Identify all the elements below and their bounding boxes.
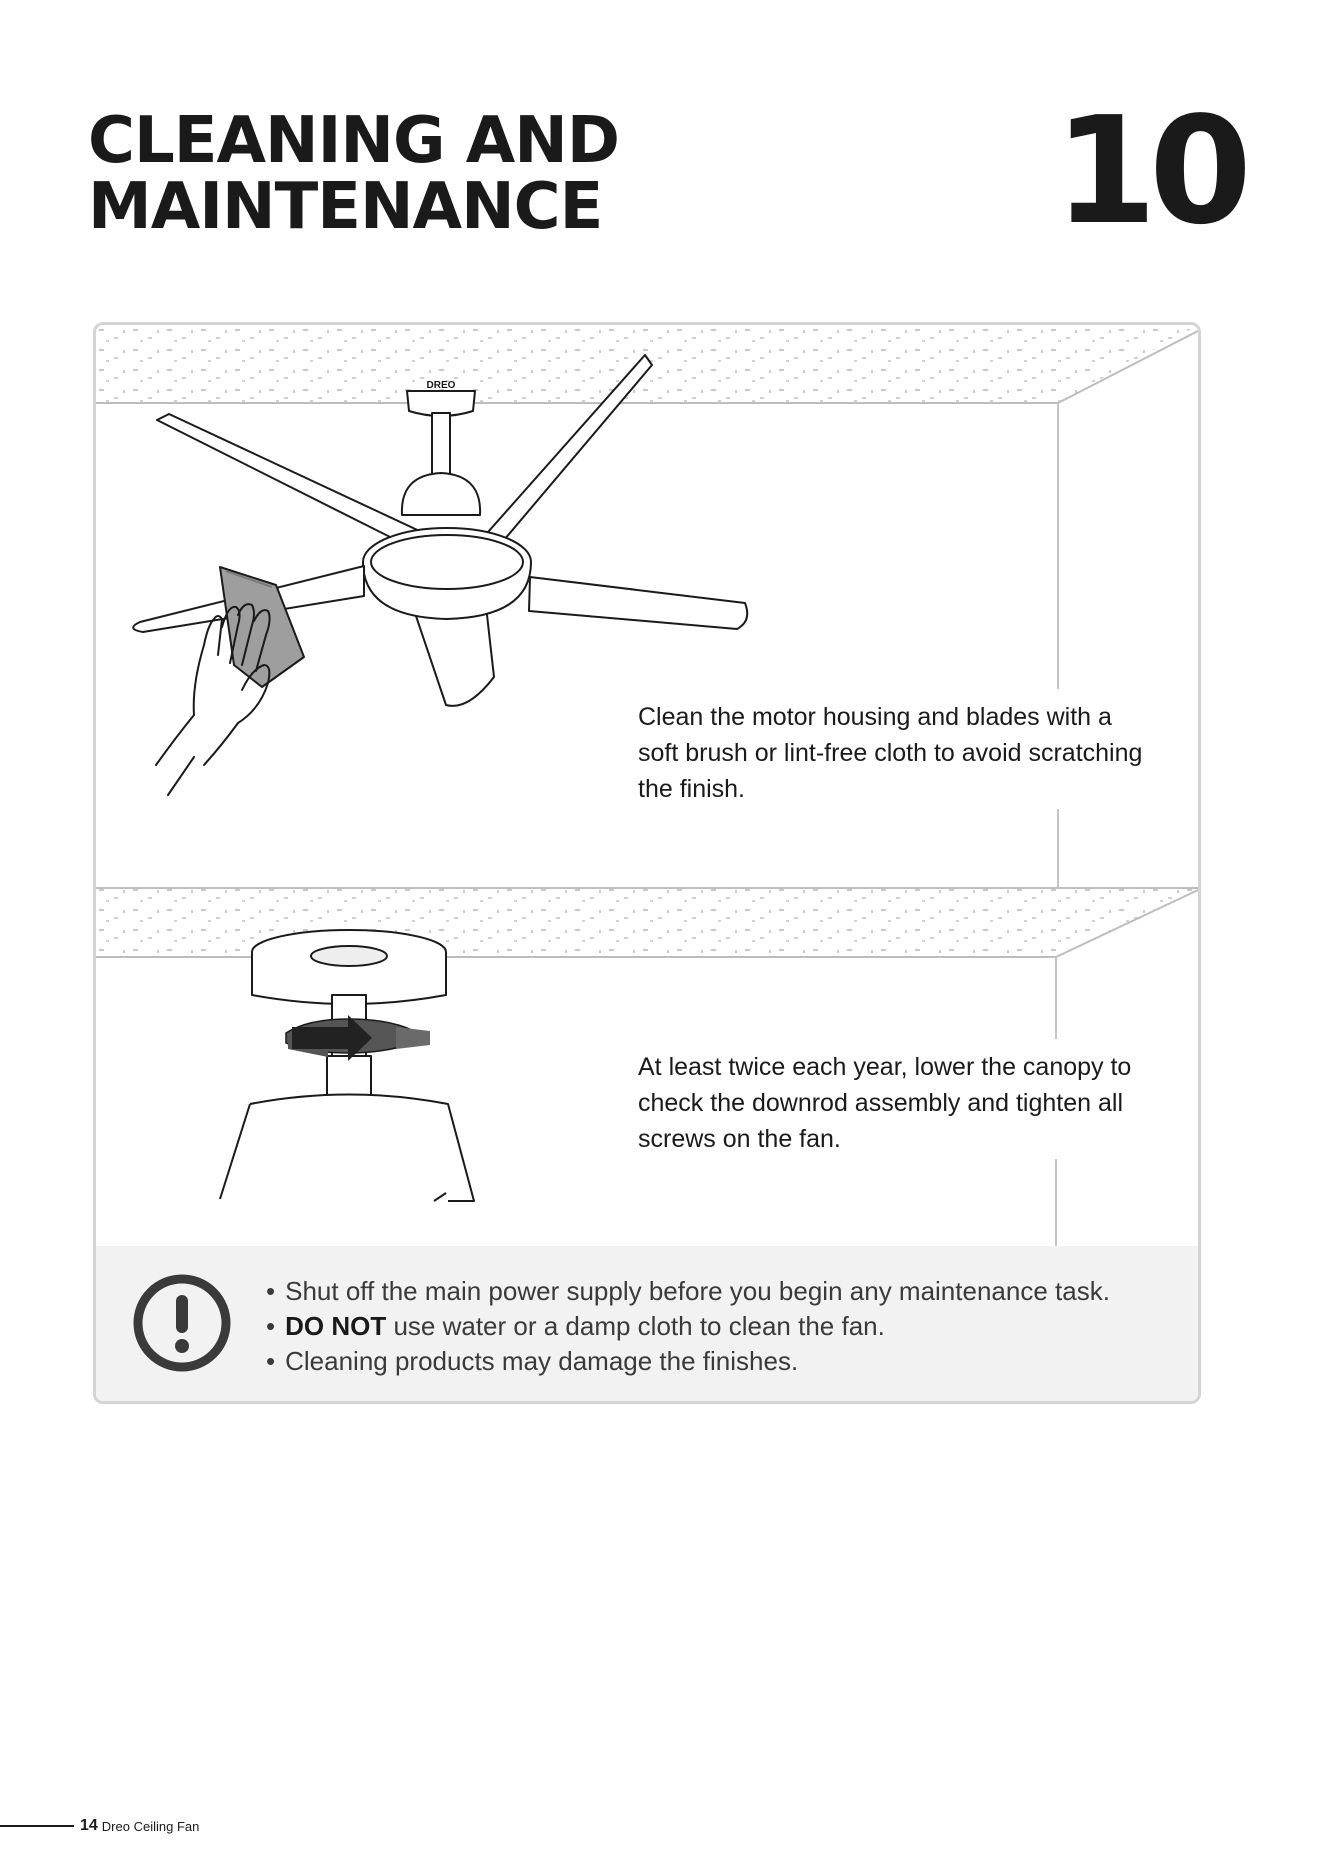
footer-rule — [0, 1825, 74, 1827]
footer-doc-title: Dreo Ceiling Fan — [101, 1818, 200, 1834]
footer-page-number: 14 — [80, 1817, 98, 1834]
page-title — [88, 104, 619, 244]
warning-item: • Cleaning products may damage the finishes. — [266, 1344, 1110, 1379]
instruction-panel — [93, 322, 1201, 1404]
warning-item: • Shut off the main power supply before you begin any maintenance task. — [266, 1274, 1110, 1309]
warning-emphasis: DO NOT — [285, 1311, 387, 1341]
caption-check-downrod: At least twice each year, lower the canopy to check the downrod assembly and tighten all screws on the fan. — [638, 1047, 1158, 1159]
warning-list — [266, 1274, 1110, 1379]
page-title-line-1: CLEANING AND — [88, 104, 619, 178]
canopy-assembly — [220, 930, 474, 1201]
exclamation-icon — [132, 1273, 232, 1373]
caption-clean-blades: Clean the motor housing and blades with a soft brush or lint-free cloth to avoid scratching the finish. — [638, 697, 1158, 809]
ceiling-fan — [133, 355, 747, 706]
hand-with-cloth — [156, 567, 304, 795]
instruction-illustration — [96, 325, 1198, 1401]
warning-box — [96, 1246, 1201, 1404]
section-number: 10 — [1054, 85, 1244, 257]
page-title-line-2: MAINTENANCE — [88, 170, 603, 244]
fan-brand-logo: DREO — [426, 380, 456, 391]
warning-item: • DO NOT use water or a damp cloth to clean the fan. — [266, 1309, 1110, 1344]
page-footer — [0, 1814, 199, 1838]
